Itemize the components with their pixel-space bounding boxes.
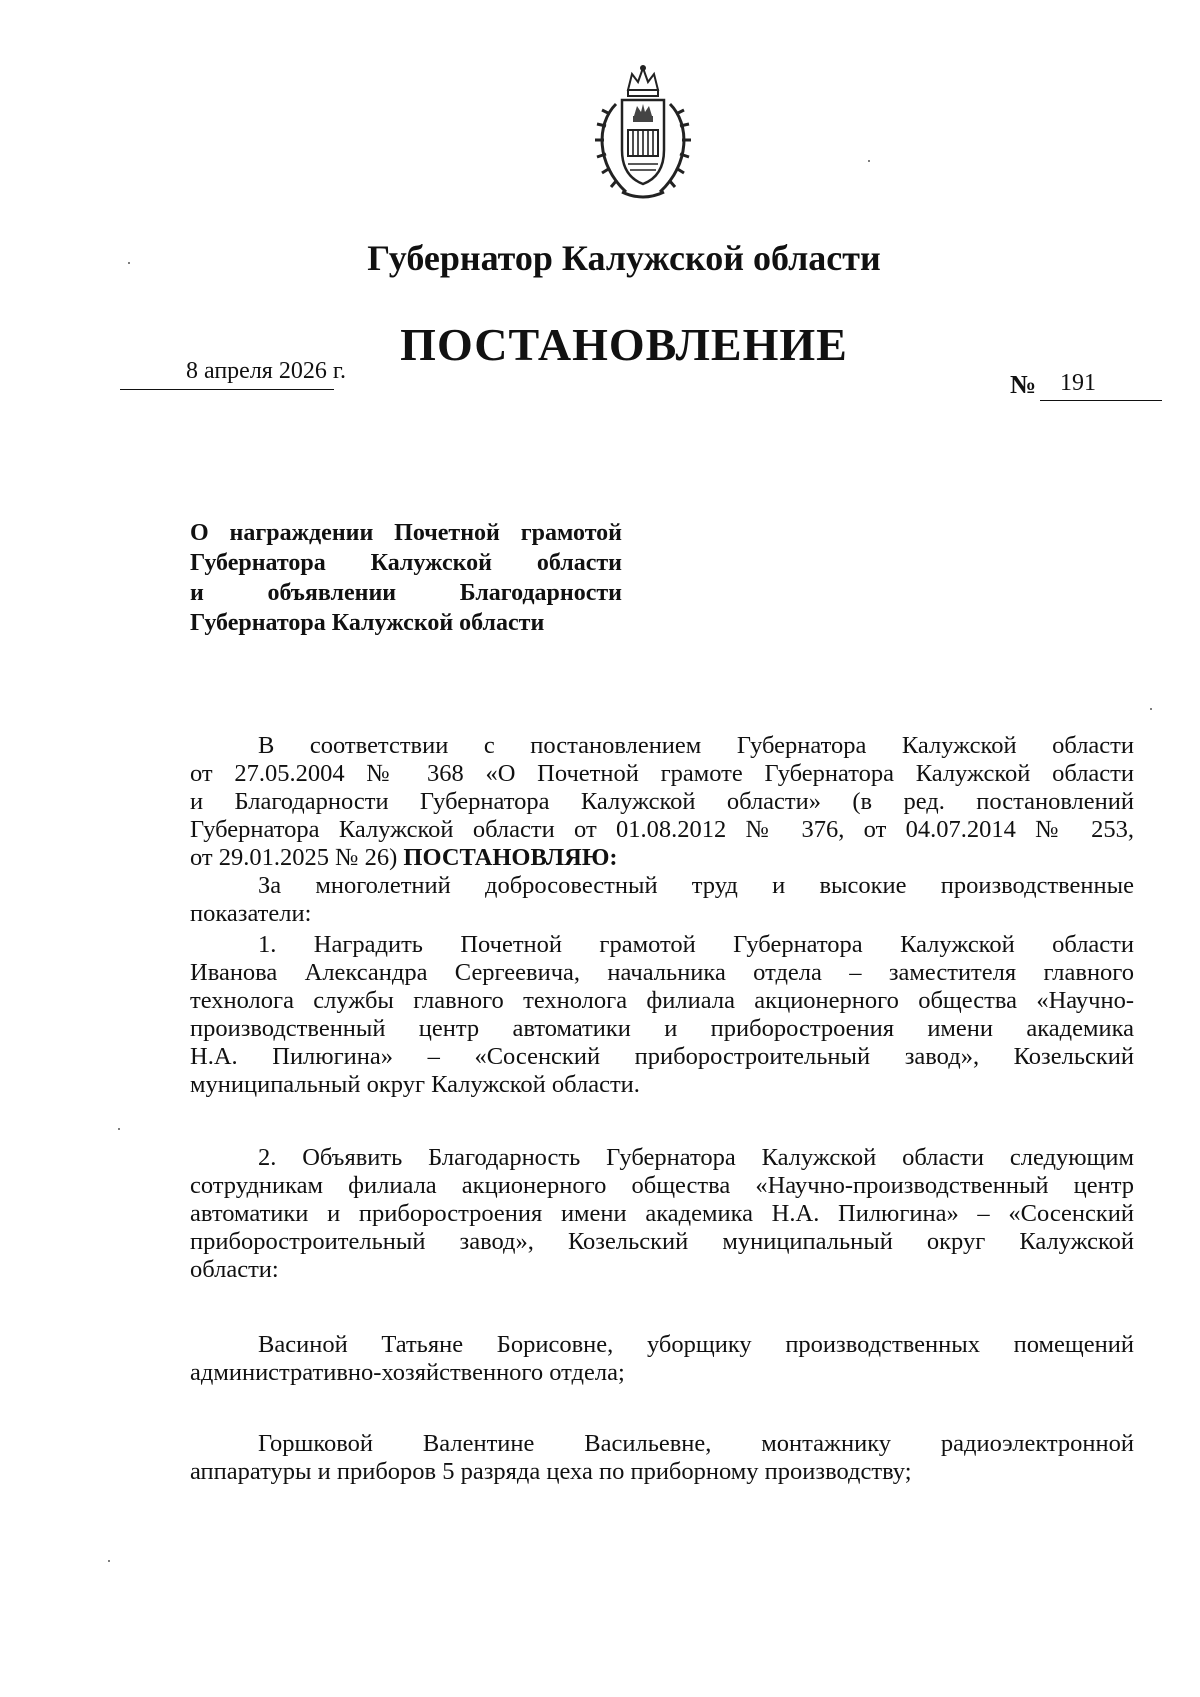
item-1-line: Н.А. Пилюгина» – «Сосенский приборостроительный завод», Козельский <box>190 1043 1134 1070</box>
subject-line: Губернатора Калужской области <box>190 610 545 636</box>
scan-speck <box>128 262 130 264</box>
document-subject <box>190 518 622 638</box>
preamble-line: и Благодарности Губернатора Калужской области» (в ред. постановлений <box>190 788 1134 815</box>
recipient-entry <box>190 1331 1134 1387</box>
item-2-line: автоматики и приборостроения имени академика Н.А. Пилюгина» – «Сосенский <box>190 1200 1134 1227</box>
scan-speck <box>118 1128 120 1130</box>
subject-line: О награждении Почетной грамотой <box>190 520 622 546</box>
date-underline <box>120 389 334 390</box>
reason-paragraph <box>190 872 1134 928</box>
item-2-paragraph <box>190 1144 1134 1284</box>
document-date: 8 апреля 2026 г. <box>186 358 346 384</box>
recipient-line: аппаратуры и приборов 5 разряда цеха по приборному производству; <box>190 1458 912 1485</box>
item-1-line: муниципальный округ Калужской области. <box>190 1071 640 1098</box>
governor-title: Губернатор Калужской области <box>367 238 881 278</box>
item-2-line: приборостроительный завод», Козельский муниципальный округ Калужской <box>190 1228 1134 1255</box>
item-2-line: области: <box>190 1256 279 1283</box>
item-2-line: 2. Объявить Благодарность Губернатора Калужской области следующим <box>258 1144 1134 1171</box>
item-1-line: 1. Наградить Почетной грамотой Губернатора Калужской области <box>258 931 1134 958</box>
preamble-line <box>190 844 1134 872</box>
subject-line: и объявлении Благодарности <box>190 580 622 606</box>
preamble-paragraph <box>190 732 1134 872</box>
item-1-paragraph <box>190 931 1134 1099</box>
number-underline <box>1040 400 1162 401</box>
scan-speck <box>868 160 870 162</box>
scan-speck <box>108 1560 110 1562</box>
recipient-line: административно-хозяйственного отдела; <box>190 1359 625 1386</box>
reason-line: показатели: <box>190 900 312 927</box>
number-label: № <box>1010 370 1037 399</box>
preamble-line: от 27.05.2004 № 368 «О Почетной грамоте Губернатора Калужской области <box>190 760 1134 787</box>
document-number: 191 <box>1060 370 1096 396</box>
preamble-line-text: от 29.01.2025 № 26) <box>190 844 398 871</box>
preamble-line: В соответствии с постановлением Губернатора Калужской области <box>258 732 1134 759</box>
recipient-entry <box>190 1430 1134 1486</box>
preamble-line: Губернатора Калужской области от 01.08.2012 № 376, от 04.07.2014 № 253, <box>190 816 1134 843</box>
decree-word: ПОСТАНОВЛЯЮ: <box>403 844 618 871</box>
item-1-line: технолога службы главного технолога филиала акционерного общества «Научно- <box>190 987 1134 1014</box>
scan-speck <box>1150 708 1152 710</box>
subject-line: Губернатора Калужской области <box>190 550 622 576</box>
document-type-heading: ПОСТАНОВЛЕНИЕ <box>400 319 848 370</box>
recipient-line: Горшковой Валентине Васильевне, монтажнику радиоэлектронной <box>258 1430 1134 1457</box>
recipient-line: Васиной Татьяне Борисовне, уборщику производственных помещений <box>258 1331 1134 1358</box>
item-1-line: производственный центр автоматики и приборостроения имени академика <box>190 1015 1134 1042</box>
coat-of-arms-emblem <box>586 64 700 204</box>
reason-line: За многолетний добросовестный труд и высокие производственные <box>258 872 1134 899</box>
item-1-line: Иванова Александра Сергеевича, начальника отдела – заместителя главного <box>190 959 1134 986</box>
item-2-line: сотрудникам филиала акционерного общества «Научно-производственный центр <box>190 1172 1134 1199</box>
